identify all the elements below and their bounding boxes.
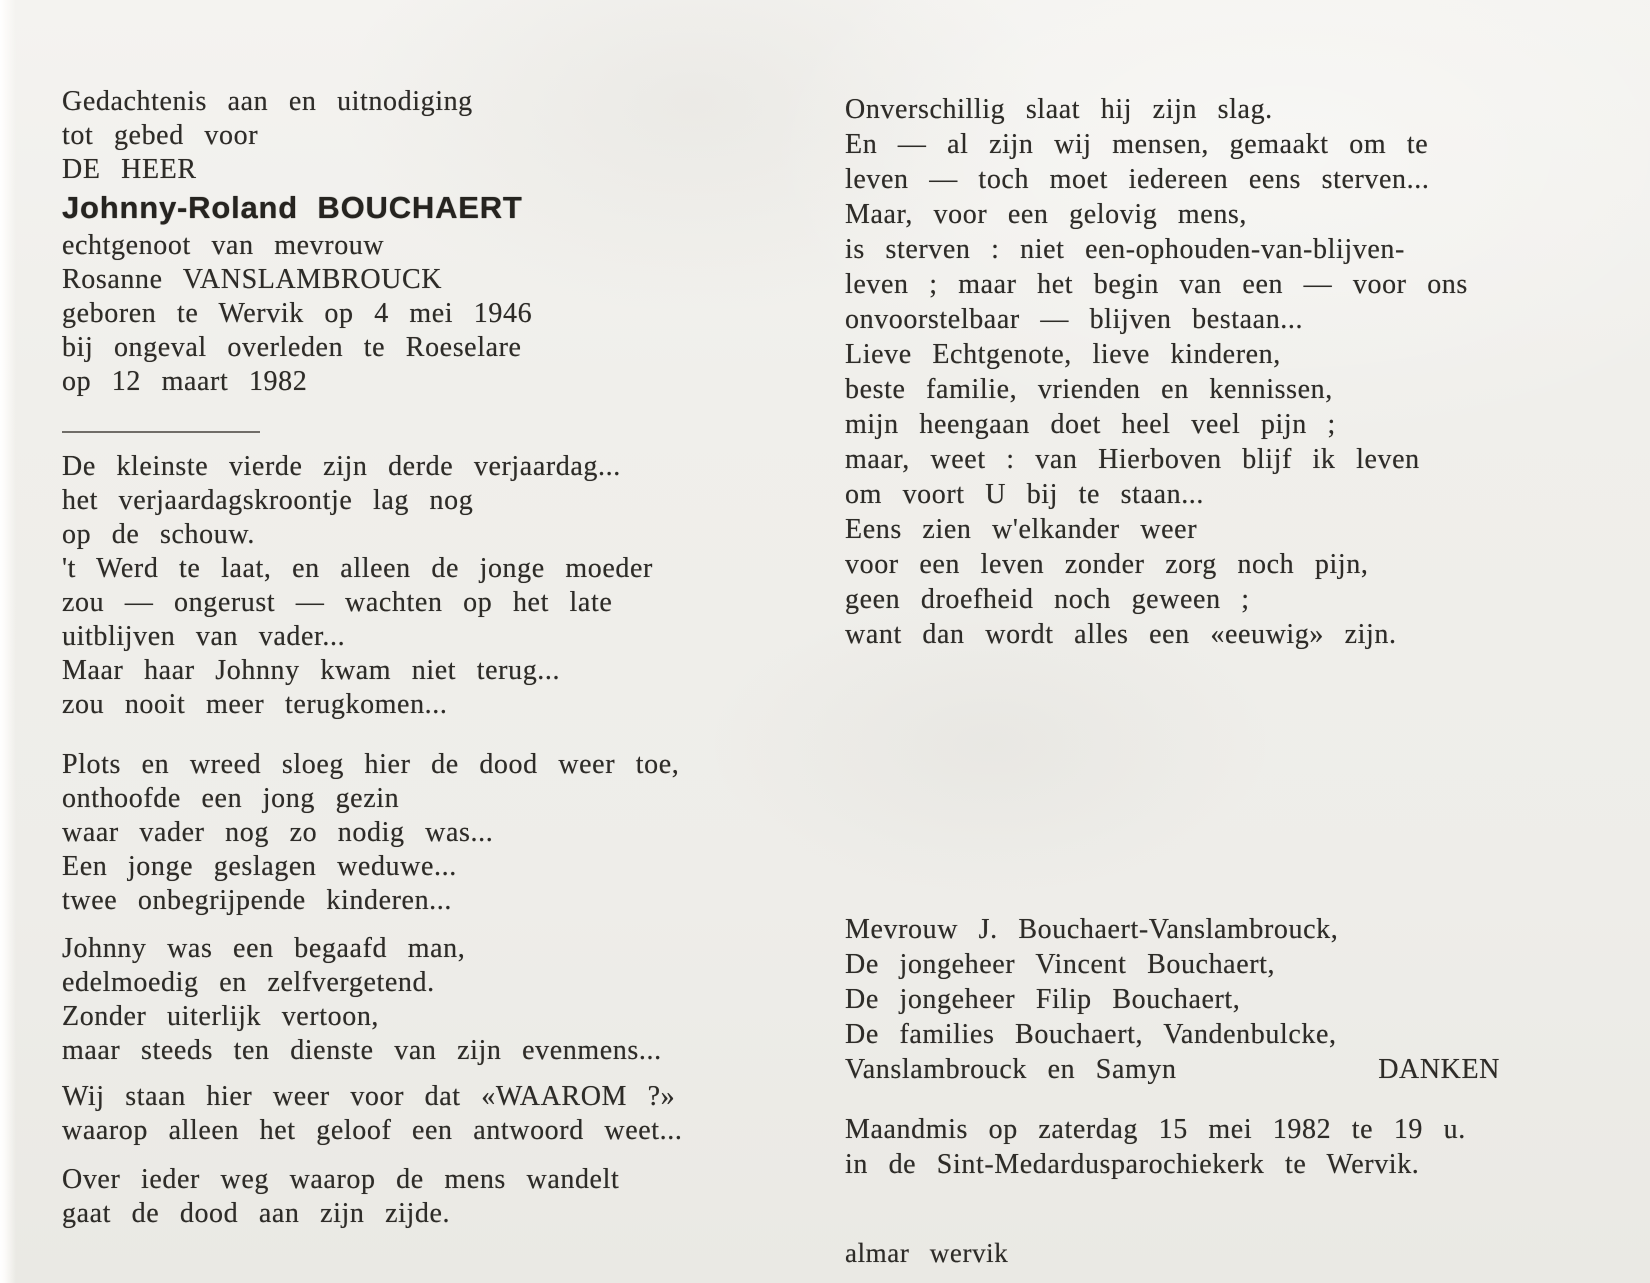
detail-line: echtgenoot van mevrouw — [62, 230, 385, 261]
mass-line: Maandmis op zaterdag 15 mei 1982 te 19 u. — [845, 1114, 1466, 1145]
danken-label: DANKEN — [1378, 1054, 1500, 1085]
poem-line: maar steeds ten dienste van zijn evenmens... — [62, 1035, 662, 1066]
family-line: De families Bouchaert, Vandenbulcke, — [845, 1019, 1337, 1050]
intro-line: tot gebed voor — [62, 120, 259, 151]
poem-line: Zonder uiterlijk vertoon, — [62, 1001, 380, 1032]
mass-announcement-block — [845, 1112, 1466, 1182]
poem-line: Wij staan hier weer voor dat «WAAROM ?» — [62, 1081, 676, 1112]
poem-paragraph-6 — [845, 92, 1468, 652]
poem-line: 't Werd te laat, en alleen de jonge moeder — [62, 553, 653, 584]
deceased-name: Johnny-Roland BOUCHAERT — [62, 190, 523, 225]
printer-credit: almar wervik — [845, 1238, 1009, 1268]
poem-line: zou — ongerust — wachten op het late — [62, 587, 613, 618]
mass-line: in de Sint-Medardusparochiekerk te Wervik. — [845, 1149, 1420, 1180]
detail-line: Rosanne VANSLAMBROUCK — [62, 264, 443, 295]
detail-line: geboren te Wervik op 4 mei 1946 — [62, 298, 533, 329]
poem-paragraph-3 — [62, 932, 662, 1068]
poem-line: En — al zijn wij mensen, gemaakt om te — [845, 129, 1429, 160]
poem-line: waarop alleen het geloof een antwoord weet... — [62, 1115, 683, 1146]
poem-line: het verjaardagskroontje lag nog — [62, 485, 474, 516]
detail-line: bij ongeval overleden te Roeselare — [62, 332, 522, 363]
poem-line: leven ; maar het begin van een — voor ons — [845, 269, 1468, 300]
poem-line: voor een leven zonder zorg noch pijn, — [845, 549, 1369, 580]
poem-line: leven — toch moet iedereen eens sterven... — [845, 164, 1430, 195]
details-block — [62, 229, 532, 399]
poem-line: Plots en wreed sloeg hier de dood weer toe, — [62, 749, 680, 780]
detail-line: op 12 maart 1982 — [62, 366, 308, 397]
poem-line: edelmoedig en zelfvergetend. — [62, 967, 435, 998]
poem-line: Lieve Echtgenote, lieve kinderen, — [845, 339, 1281, 370]
poem-line: zou nooit meer terugkomen... — [62, 689, 448, 720]
poem-line: want dan wordt alles een «eeuwig» zijn. — [845, 619, 1397, 650]
poem-line: maar, weet : van Hierboven blijf ik leven — [845, 444, 1420, 475]
intro-line: DE HEER — [62, 154, 197, 185]
deceased-name-block — [62, 190, 523, 226]
poem-line: Maar, voor een gelovig mens, — [845, 199, 1248, 230]
family-block — [845, 912, 1500, 1087]
poem-line: Johnny was een begaafd man, — [62, 933, 466, 964]
family-line: De jongeheer Filip Bouchaert, — [845, 984, 1241, 1015]
poem-line: beste familie, vrienden en kennissen, — [845, 374, 1333, 405]
poem-line: om voort U bij te staan... — [845, 479, 1205, 510]
poem-line: waar vader nog zo nodig was... — [62, 817, 494, 848]
poem-line: mijn heengaan doet heel veel pijn ; — [845, 409, 1336, 440]
family-line: Mevrouw J. Bouchaert-Vanslambrouck, — [845, 914, 1339, 945]
poem-line: op de schouw. — [62, 519, 255, 550]
divider-rule — [62, 431, 260, 433]
poem-line: onvoorstelbaar — blijven bestaan... — [845, 304, 1304, 335]
poem-paragraph-4 — [62, 1080, 682, 1148]
poem-line: is sterven : niet een-ophouden-van-blijven- — [845, 234, 1405, 265]
poem-line: Over ieder weg waarop de mens wandelt — [62, 1164, 620, 1195]
poem-paragraph-1 — [62, 450, 653, 722]
poem-line: De kleinste vierde zijn derde verjaardag... — [62, 451, 621, 482]
poem-line: uitblijven van vader... — [62, 621, 346, 652]
poem-line: onthoofde een jong gezin — [62, 783, 400, 814]
intro-block — [62, 85, 473, 187]
poem-line: Eens zien w'elkander weer — [845, 514, 1198, 545]
poem-line: gaat de dood aan zijn zijde. — [62, 1198, 451, 1229]
poem-line: Een jonge geslagen weduwe... — [62, 851, 457, 882]
printer-credit-block — [845, 1236, 1008, 1271]
family-line: Vanslambrouck en Samyn — [845, 1054, 1177, 1085]
poem-line: Onverschillig slaat hij zijn slag. — [845, 94, 1273, 125]
intro-line: Gedachtenis aan en uitnodiging — [62, 86, 473, 117]
family-line: De jongeheer Vincent Bouchaert, — [845, 949, 1276, 980]
poem-paragraph-5 — [62, 1163, 619, 1231]
poem-line: Maar haar Johnny kwam niet terug... — [62, 655, 561, 686]
poem-line: geen droefheid noch geween ; — [845, 584, 1250, 615]
poem-paragraph-2 — [62, 748, 679, 918]
poem-line: twee onbegrijpende kinderen... — [62, 885, 452, 916]
